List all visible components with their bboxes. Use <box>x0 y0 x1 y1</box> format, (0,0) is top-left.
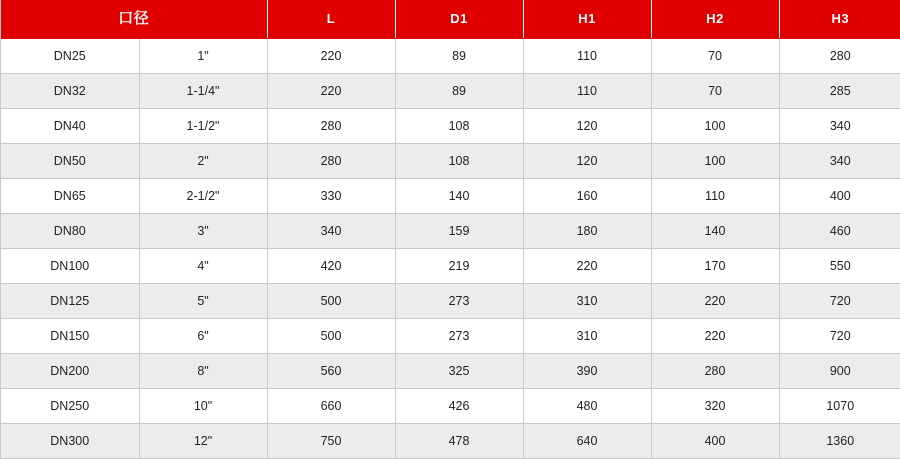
cell-h1: 310 <box>523 284 651 319</box>
cell-dn: DN300 <box>1 424 139 459</box>
cell-l: 750 <box>267 424 395 459</box>
cell-inch: 10" <box>139 389 267 424</box>
cell-dn: DN200 <box>1 354 139 389</box>
cell-dn: DN125 <box>1 284 139 319</box>
cell-inch: 2-1/2" <box>139 179 267 214</box>
cell-dn: DN100 <box>1 249 139 284</box>
cell-h3: 900 <box>779 354 900 389</box>
cell-inch: 1-1/2" <box>139 109 267 144</box>
cell-l: 280 <box>267 144 395 179</box>
table-row <box>1 389 900 424</box>
cell-inch: 12" <box>139 424 267 459</box>
cell-h2: 220 <box>651 319 779 354</box>
cell-l: 220 <box>267 74 395 109</box>
cell-h2: 220 <box>651 284 779 319</box>
table-row <box>1 109 900 144</box>
cell-h2: 170 <box>651 249 779 284</box>
cell-dn: DN65 <box>1 179 139 214</box>
cell-l: 280 <box>267 109 395 144</box>
cell-inch: 4" <box>139 249 267 284</box>
table-row <box>1 319 900 354</box>
cell-d1: 219 <box>395 249 523 284</box>
cell-h3: 720 <box>779 284 900 319</box>
column-header-l: L <box>267 0 395 39</box>
column-header-caliber: 口径 <box>1 0 267 39</box>
cell-l: 500 <box>267 284 395 319</box>
cell-h1: 120 <box>523 109 651 144</box>
cell-dn: DN50 <box>1 144 139 179</box>
column-header-h2: H2 <box>651 0 779 39</box>
cell-d1: 89 <box>395 39 523 74</box>
cell-h2: 140 <box>651 214 779 249</box>
column-header-d1: D1 <box>395 0 523 39</box>
cell-l: 500 <box>267 319 395 354</box>
column-header-h3: H3 <box>779 0 900 39</box>
cell-l: 330 <box>267 179 395 214</box>
cell-d1: 108 <box>395 109 523 144</box>
cell-h1: 180 <box>523 214 651 249</box>
cell-dn: DN80 <box>1 214 139 249</box>
table-header <box>1 0 900 39</box>
table-row <box>1 39 900 74</box>
table-row <box>1 284 900 319</box>
cell-d1: 273 <box>395 284 523 319</box>
cell-d1: 325 <box>395 354 523 389</box>
table-row <box>1 74 900 109</box>
cell-h3: 280 <box>779 39 900 74</box>
table-body <box>1 39 900 459</box>
cell-h3: 340 <box>779 144 900 179</box>
cell-inch: 2" <box>139 144 267 179</box>
cell-dn: DN150 <box>1 319 139 354</box>
cell-l: 560 <box>267 354 395 389</box>
cell-h3: 285 <box>779 74 900 109</box>
cell-inch: 3" <box>139 214 267 249</box>
cell-h1: 640 <box>523 424 651 459</box>
cell-d1: 273 <box>395 319 523 354</box>
cell-h3: 720 <box>779 319 900 354</box>
cell-h2: 70 <box>651 74 779 109</box>
table-header-row <box>1 0 900 39</box>
cell-h3: 400 <box>779 179 900 214</box>
cell-h1: 160 <box>523 179 651 214</box>
table-row <box>1 354 900 389</box>
cell-h1: 390 <box>523 354 651 389</box>
cell-h2: 100 <box>651 144 779 179</box>
cell-h3: 460 <box>779 214 900 249</box>
cell-d1: 159 <box>395 214 523 249</box>
cell-d1: 108 <box>395 144 523 179</box>
cell-dn: DN40 <box>1 109 139 144</box>
cell-h3: 1070 <box>779 389 900 424</box>
cell-h1: 220 <box>523 249 651 284</box>
cell-h2: 320 <box>651 389 779 424</box>
cell-l: 420 <box>267 249 395 284</box>
cell-dn: DN250 <box>1 389 139 424</box>
cell-d1: 426 <box>395 389 523 424</box>
cell-inch: 1-1/4" <box>139 74 267 109</box>
cell-h3: 550 <box>779 249 900 284</box>
cell-inch: 5" <box>139 284 267 319</box>
cell-dn: DN25 <box>1 39 139 74</box>
cell-h3: 1360 <box>779 424 900 459</box>
cell-h2: 100 <box>651 109 779 144</box>
cell-l: 340 <box>267 214 395 249</box>
cell-inch: 6" <box>139 319 267 354</box>
cell-inch: 1" <box>139 39 267 74</box>
cell-h2: 70 <box>651 39 779 74</box>
cell-h3: 340 <box>779 109 900 144</box>
column-header-h1: H1 <box>523 0 651 39</box>
cell-h2: 280 <box>651 354 779 389</box>
cell-d1: 140 <box>395 179 523 214</box>
cell-d1: 478 <box>395 424 523 459</box>
cell-h1: 110 <box>523 74 651 109</box>
table-row <box>1 214 900 249</box>
table-row <box>1 179 900 214</box>
cell-h1: 110 <box>523 39 651 74</box>
table-row <box>1 144 900 179</box>
cell-l: 660 <box>267 389 395 424</box>
cell-h1: 480 <box>523 389 651 424</box>
cell-l: 220 <box>267 39 395 74</box>
cell-h2: 400 <box>651 424 779 459</box>
cell-h1: 310 <box>523 319 651 354</box>
cell-d1: 89 <box>395 74 523 109</box>
specification-table <box>1 0 900 458</box>
cell-dn: DN32 <box>1 74 139 109</box>
table-row <box>1 249 900 284</box>
cell-inch: 8" <box>139 354 267 389</box>
cell-h1: 120 <box>523 144 651 179</box>
cell-h2: 110 <box>651 179 779 214</box>
